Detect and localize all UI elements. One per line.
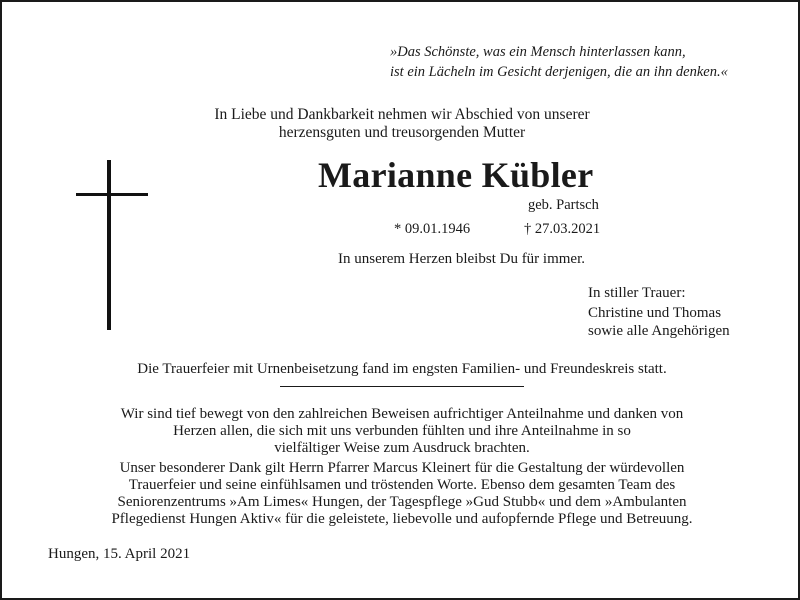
deceased-name: Marianne Kübler bbox=[318, 155, 594, 195]
thanks-paragraph-1 bbox=[42, 406, 762, 457]
mourners-line-1: Christine und Thomas bbox=[588, 305, 722, 321]
thanks-p2-line-1: Unser besonderer Dank gilt Herrn Pfarrer Marcus Kleinert für die Gestaltung der würdevollen bbox=[119, 460, 685, 476]
epigraph-quote bbox=[390, 42, 728, 82]
thanks-p1-line-1: Wir sind tief bewegt von den zahlreichen Beweisen aufrichtiger Anteilnahme und danken von bbox=[120, 406, 684, 422]
thanks-p2-line-2: Trauerfeier und seine einfühlsamen und tröstenden Worte. Ebenso dem gesamten Team des bbox=[128, 477, 676, 493]
thanks-p1-line-3: vielfältiger Weise zum Ausdruck brachten. bbox=[274, 440, 530, 456]
cross-horizontal-bar bbox=[76, 193, 148, 196]
quote-line-1: »Das Schönste, was ein Mensch hinterlassen kann, bbox=[390, 44, 686, 60]
farewell-intro bbox=[102, 106, 702, 142]
thanks-p2-line-4: Pflegedienst Hungen Aktiv« für die geleistete, liebevolle und aufopfernde Pflege und Betreuung. bbox=[111, 511, 693, 527]
funeral-note: Die Trauerfeier mit Urnenbeisetzung fand im engsten Familien- und Freundeskreis statt. bbox=[137, 361, 667, 377]
thanks-paragraph-2 bbox=[42, 460, 762, 528]
cross-icon bbox=[76, 160, 148, 330]
thanks-p2-line-3: Seniorenzentrums »Am Limes« Hungen, der Tagespflege »Gud Stubb« und dem »Ambulanten bbox=[117, 494, 687, 510]
mourners-heading: In stiller Trauer: bbox=[588, 285, 686, 301]
intro-line-1: In Liebe und Dankbarkeit nehmen wir Abschied von unserer bbox=[214, 106, 590, 123]
cross-vertical-bar bbox=[107, 160, 111, 330]
death-date: † 27.03.2021 bbox=[524, 221, 601, 237]
maiden-name: geb. Partsch bbox=[528, 197, 599, 213]
place-and-date: Hungen, 15. April 2021 bbox=[48, 546, 191, 562]
mourners-line-2: sowie alle Angehörigen bbox=[588, 323, 730, 339]
quote-line-2: ist ein Lächeln im Gesicht derjenigen, die an ihn denken.« bbox=[390, 64, 728, 80]
heart-line: In unserem Herzen bleibst Du für immer. bbox=[338, 251, 586, 267]
thanks-p1-line-2: Herzen allen, die sich mit uns verbunden fühlten und ihre Anteilnahme in so bbox=[173, 423, 631, 439]
mourners-block bbox=[588, 284, 730, 340]
intro-line-2: herzensguten und treusorgenden Mutter bbox=[278, 124, 526, 141]
divider-line bbox=[280, 386, 524, 387]
birth-date: * 09.01.1946 bbox=[394, 221, 471, 237]
